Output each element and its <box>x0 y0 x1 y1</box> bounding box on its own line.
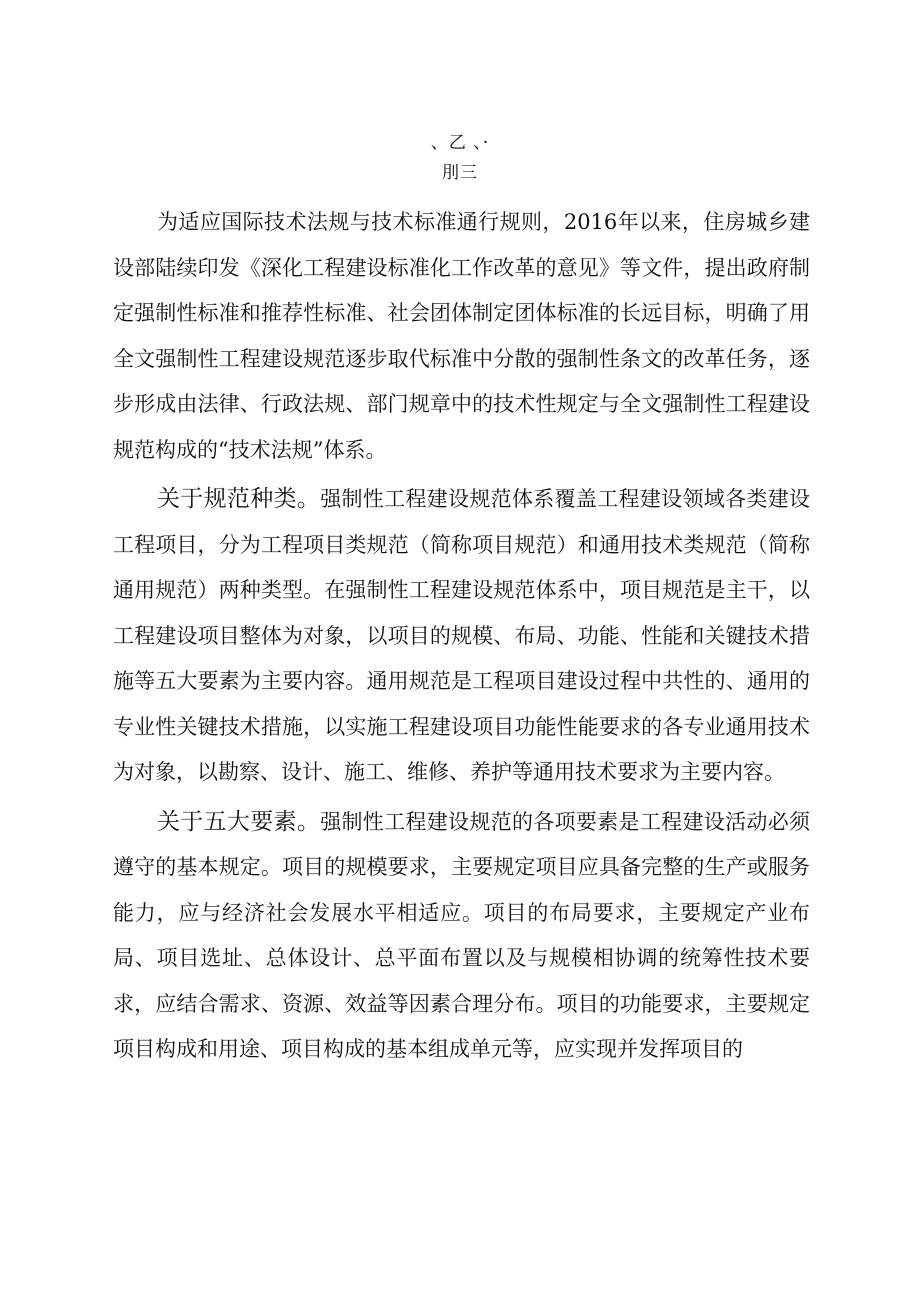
body-text <box>113 200 810 1073</box>
paragraph-lead: 关于五大要素。 <box>157 808 321 835</box>
paragraph-intro <box>113 200 810 473</box>
header-mark: 、乙 、· <box>430 133 490 153</box>
page-title: 刖三 <box>442 163 478 183</box>
paragraph-text: 为适应国际技术法规与技术标准通行规则，2016年以来，住房城乡建设部陆续印发《深化工程建设标准化工作改革的意见》等文件，提出政府制定强制性标准和推荐性标准、社会团体制定团体标准的长远目标，明确了用全文强制性工程建设规范逐步取代标准中分散的强制性条文的改革任务，逐步形成由法律、行政法规、部门规章中的技术性规定与全文强制性工程建设规范构成的“技术法规”体系。 <box>113 210 810 462</box>
paragraph-text: 强制性工程建设规范的各项要素是工程建设活动必须遵守的基本规定。项目的规模要求，主要规定项目应具备完整的生产或服务能力，应与经济社会发展水平相适应。项目的布局要求，主要规定产业布局、项目选址、总体设计、总平面布置以及与规模相协调的统筹性技术要求，应结合需求、资源、效益等因素合理分布。项目的功能要求，主要规定项目构成和用途、项目构成的基本组成单元等，应实现并发挥项目的 <box>113 809 811 1061</box>
paragraph-five-elements <box>113 800 810 1073</box>
paragraph-text: 强制性工程建设规范体系覆盖工程建设领域各类建设工程项目，分为工程项目类规范（简称项目规范）和通用技术类规范（简称通用规范）两种类型。在强制性工程建设规范体系中，项目规范是主干，以工程建设项目整体为对象，以项目的规模、布局、功能、性能和关键技术措施等五大要素为主要内容。通用规范是工程项目建设过程中共性的、通用的专业性关键技术措施，以实施工程建设项目功能性能要求的各专业通用技术为对象，以勘察、设计、施工、维修、养护等通用技术要求为主要内容。 <box>113 487 811 784</box>
paragraph-lead: 关于规范种类。 <box>157 486 321 512</box>
paragraph-norm-types <box>113 477 810 796</box>
